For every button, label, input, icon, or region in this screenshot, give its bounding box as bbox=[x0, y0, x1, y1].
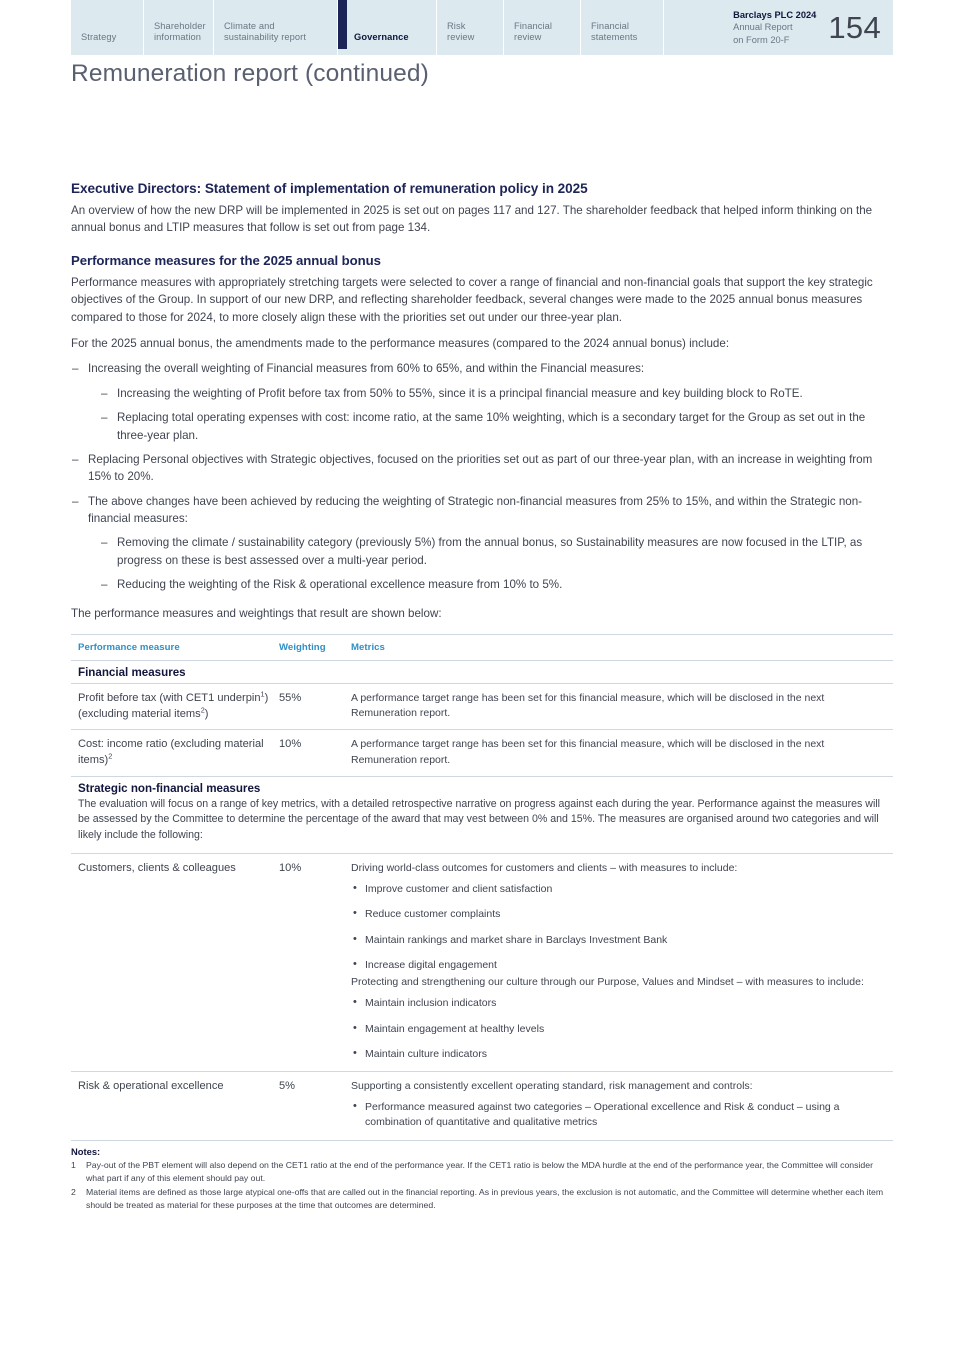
active-tab-marker bbox=[338, 0, 347, 49]
list-item-cost-income-ratio: – Replacing total operating expenses with cost: income ratio, at the same 10% weighting, which is a secondary target for the Group as set out in the three-year plan. bbox=[100, 409, 893, 444]
section-navigation-band bbox=[71, 0, 893, 55]
table-header-row bbox=[71, 635, 893, 661]
cell-weighting-profit-before-tax: 55% bbox=[279, 691, 302, 704]
cell-metrics-cost-income-ratio: A performance target range has been set for this financial measure, which will be disclosed in the next Remuneration report. bbox=[351, 738, 825, 766]
amendments-list bbox=[71, 360, 893, 593]
footnote-ref-2: 2 bbox=[108, 751, 113, 761]
nav-tab-governance[interactable] bbox=[337, 0, 436, 55]
cell-metrics-risk-operational-excellence bbox=[351, 1072, 893, 1140]
paragraph-table-intro: The performance measures and weightings that result are shown below: bbox=[71, 606, 442, 620]
paragraph-executive-directors-overview: An overview of how the new DRP will be implemented in 2025 is set out on pages 117 and 127. The shareholder feedback that helped inform thinking on the annual bonus and LTIP measures that follow is set out from page 134. bbox=[71, 204, 873, 235]
report-meta-text bbox=[733, 9, 816, 47]
table-row-profit-before-tax bbox=[71, 684, 893, 731]
report-meta-line-3: on Form 20-F bbox=[733, 34, 790, 45]
nav-tab-shareholder-information[interactable] bbox=[143, 0, 213, 55]
footnote-ref-1: 1 bbox=[260, 689, 265, 699]
nav-label-line: Financial bbox=[514, 21, 553, 32]
list-item-text: Increasing the overall weighting of Financial measures from 60% to 65%, and within the Financial measures: bbox=[88, 362, 645, 376]
list-item-financial-weighting bbox=[71, 360, 893, 444]
nav-tab-risk-review[interactable] bbox=[436, 0, 503, 55]
list-item: • Maintain engagement at healthy levels bbox=[351, 1022, 887, 1037]
list-item-non-financial-reduction bbox=[71, 493, 893, 594]
report-meta-line-1: Barclays PLC 2024 bbox=[733, 9, 817, 20]
footnote-ref-2: 2 bbox=[200, 705, 205, 714]
nav-label-line: information bbox=[154, 32, 202, 43]
list-item-text: The above changes have been achieved by reducing the weighting of Strategic non-financial measures from 25% to 15%, and within the Strategic non-financial measures: bbox=[88, 494, 863, 526]
nav-tab-risk-review-label bbox=[447, 21, 474, 43]
metrics-lead-customers-1: Driving world-class outcomes for customers and clients – with measures to include: bbox=[351, 862, 738, 875]
performance-measures-table bbox=[71, 634, 893, 1141]
list-item: • Performance measured against two categories – Operational excellence and Risk & conduct – using a combination of quantitative and qualitative metrics bbox=[351, 1100, 887, 1130]
list-item: • Maintain inclusion indicators bbox=[351, 996, 887, 1011]
nav-tab-climate-label bbox=[224, 21, 306, 43]
column-header-metrics: Metrics bbox=[351, 642, 385, 654]
column-header-weighting: Weighting bbox=[279, 642, 326, 654]
notes-section bbox=[71, 1146, 893, 1212]
page-title: Remuneration report (continued) bbox=[71, 60, 429, 87]
cell-measure-risk-operational-excellence: Risk & operational excellence bbox=[78, 1079, 224, 1092]
note-item-1 bbox=[71, 1159, 893, 1185]
nav-tab-strategy[interactable] bbox=[71, 0, 143, 55]
nav-label-line: Shareholder bbox=[154, 21, 206, 32]
notes-title: Notes: bbox=[71, 1145, 101, 1157]
list-item: • Improve customer and client satisfaction bbox=[351, 882, 887, 897]
amendments-sublist-non-financial bbox=[100, 534, 893, 593]
group-description-strategic-non-financial: The evaluation will focus on a range of key metrics, with a detailed retrospective narrative on progress against each during the year. Performance against the measures will be assessed by the Committee to determine the percentage of the award that may vest between 0% and 15%. The measures are organised around two categories and will likely include the following: bbox=[78, 797, 881, 841]
metrics-bullets-customers-1 bbox=[351, 882, 887, 973]
group-title-financial-measures: Financial measures bbox=[78, 665, 186, 679]
page-number: 154 bbox=[828, 10, 881, 45]
cell-measure-customers-clients-colleagues: Customers, clients & colleagues bbox=[78, 862, 236, 875]
nav-label-line: Financial bbox=[591, 21, 630, 32]
nav-tab-financial-review[interactable] bbox=[503, 0, 580, 55]
cell-measure-cost-income-ratio bbox=[71, 730, 279, 776]
heading-performance-measures: Performance measures for the 2025 annual bonus bbox=[71, 252, 381, 268]
list-item: • Maintain rankings and market share in Barclays Investment Bank bbox=[351, 933, 887, 948]
table-group-strategic-non-financial bbox=[71, 777, 893, 854]
nav-label-line: Climate and bbox=[224, 21, 275, 32]
paragraph-performance-measures-2: For the 2025 annual bonus, the amendments made to the performance measures (compared to the 2024 annual bonus) include: bbox=[71, 336, 730, 350]
main-content bbox=[71, 181, 893, 1213]
note-item-2 bbox=[71, 1186, 893, 1212]
cell-weighting-customers-clients-colleagues: 10% bbox=[279, 862, 302, 875]
list-item: • Reduce customer complaints bbox=[351, 907, 887, 922]
nav-label-line: review bbox=[447, 32, 475, 43]
nav-label-line: statements bbox=[591, 32, 638, 43]
amendments-sublist-financial bbox=[100, 385, 893, 444]
nav-tab-governance-label: Governance bbox=[354, 32, 409, 43]
cell-metrics-customers-clients-colleagues bbox=[351, 854, 893, 1071]
heading-executive-directors: Executive Directors: Statement of implementation of remuneration policy in 2025 bbox=[71, 181, 588, 196]
measure-text-part1: Cost: income ratio (excluding material items) bbox=[78, 738, 264, 767]
cell-weighting-risk-operational-excellence: 5% bbox=[279, 1079, 296, 1092]
list-item: • Maintain culture indicators bbox=[351, 1047, 887, 1062]
nav-tab-shareholder-information-label bbox=[154, 21, 206, 43]
report-meta bbox=[733, 0, 893, 55]
list-item-remove-climate-category: – Removing the climate / sustainability category (previously 5%) from the annual bonus, so Sustainability measures are now focused in the LTIP, as progress on these is best assessed over a multi-year period. bbox=[100, 534, 893, 569]
cell-weighting-cost-income-ratio: 10% bbox=[279, 738, 302, 751]
list-item-pbt-weighting: – Increasing the weighting of Profit before tax from 50% to 55%, since it is a principal financial measure and key building block to RoTE. bbox=[100, 385, 893, 402]
report-meta-line-2: Annual Report bbox=[733, 22, 793, 33]
nav-tab-financial-statements[interactable] bbox=[580, 0, 663, 55]
metrics-bullets-customers-2 bbox=[351, 996, 887, 1062]
nav-label-line: Risk bbox=[447, 21, 466, 32]
cell-metrics-profit-before-tax: A performance target range has been set for this financial measure, which will be disclosed in the next Remuneration report. bbox=[351, 691, 825, 720]
table-row-customers-clients-colleagues bbox=[71, 854, 893, 1072]
note-text: Material items are defined as those large atypical one-offs that are called out in the financial reporting. As in previous years, the exclusion is not automatic, and the Committee will determine whether each item should be treated as material for these purposes at the time that outcomes are determined. bbox=[86, 1186, 884, 1210]
nav-tab-financial-statements-label bbox=[591, 21, 637, 43]
metrics-lead-risk-1: Supporting a consistently excellent operating standard, risk management and controls: bbox=[351, 1079, 753, 1092]
measure-text-part3: ) bbox=[204, 707, 209, 720]
metrics-bullets-risk-1 bbox=[351, 1100, 887, 1130]
cell-measure-profit-before-tax bbox=[71, 684, 279, 730]
table-row-risk-operational-excellence bbox=[71, 1072, 893, 1141]
table-group-financial-measures bbox=[71, 661, 893, 684]
note-text: Pay-out of the PBT element will also depend on the CET1 ratio at the end of the performance year. If the CET1 ratio is below the MDA hurdle at the end of the performance year, the Committee will consider what part if any of this element should pay out. bbox=[86, 1159, 873, 1183]
nav-tab-climate-and-sustainability-report[interactable] bbox=[213, 0, 337, 55]
list-item-reduce-risk-weighting: – Reducing the weighting of the Risk & operational excellence measure from 10% to 5%. bbox=[100, 576, 893, 593]
list-item: • Increase digital engagement bbox=[351, 958, 887, 973]
nav-label-line: review bbox=[514, 32, 542, 43]
nav-tab-financial-review-label bbox=[514, 21, 552, 43]
nav-label-line: sustainability report bbox=[224, 32, 307, 43]
metrics-lead-customers-2: Protecting and strengthening our culture through our Purpose, Values and Mindset – with measures to include: bbox=[351, 976, 864, 989]
column-header-performance-measure: Performance measure bbox=[78, 642, 180, 654]
note-number: 1 bbox=[71, 1159, 76, 1170]
measure-text-part2: ) (excluding material items bbox=[78, 691, 269, 720]
paragraph-performance-measures-1: Performance measures with appropriately stretching targets were selected to cover a range of financial and non-financial goals that support the key strategic objectives of the Group. In support of our new DRP, and reflecting shareholder feedback, several changes were made to the 2025 annual bonus measures compared to those for 2024, to more closely align these with the priorities set out under our three-year plan. bbox=[71, 275, 873, 324]
note-number: 2 bbox=[71, 1186, 76, 1197]
nav-tab-strategy-label: Strategy bbox=[81, 32, 117, 43]
list-item-strategic-objectives: – Replacing Personal objectives with Strategic objectives, focused on the priorities set out as part of our three-year plan, with an increase in weighting from 15% to 20%. bbox=[71, 451, 893, 486]
measure-text-part1: Profit before tax (with CET1 underpin bbox=[78, 691, 261, 704]
group-title-strategic-non-financial: Strategic non-financial measures bbox=[78, 781, 261, 795]
table-row-cost-income-ratio bbox=[71, 730, 893, 777]
